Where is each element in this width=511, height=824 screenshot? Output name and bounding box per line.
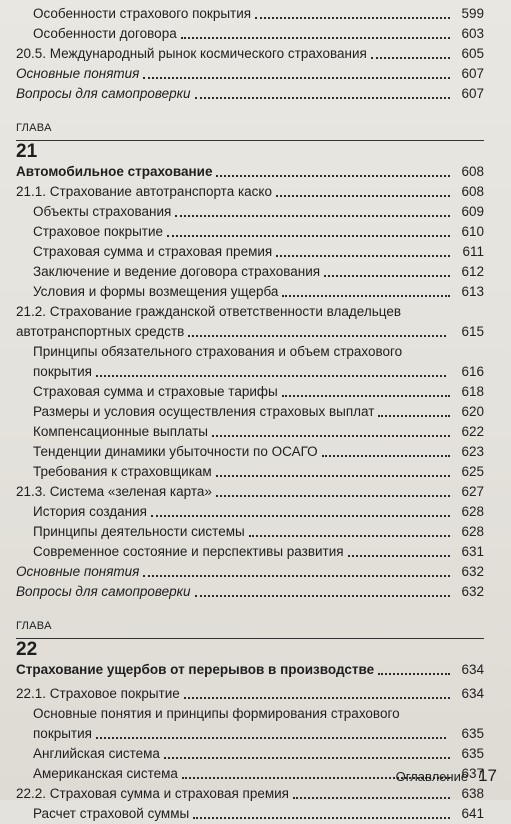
entry-title-line1: Принципы обязательного страхования и объем страхового bbox=[33, 344, 403, 359]
entry-title-line2: покрытия bbox=[33, 364, 92, 379]
entry-title: Особенности договора bbox=[33, 26, 177, 41]
entry-title: Вопросы для самопроверки bbox=[16, 584, 191, 599]
entry-page: 616 bbox=[461, 364, 484, 379]
entry-page: 609 bbox=[461, 204, 484, 219]
entry-title: Тенденции динамики убыточности по ОСАГО bbox=[33, 444, 318, 459]
dot-leader bbox=[175, 215, 450, 217]
entry-title: Компенсационные выплаты bbox=[33, 424, 208, 439]
entry-title: 22.1. Страховое покрытие bbox=[16, 686, 180, 701]
entry-page: 628 bbox=[461, 524, 484, 539]
entry-page: 625 bbox=[461, 464, 484, 479]
entry-title: 21.3. Система «зеленая карта» bbox=[16, 484, 212, 499]
dot-leader bbox=[181, 37, 450, 39]
dot-leader bbox=[188, 335, 446, 337]
dot-leader bbox=[195, 595, 450, 597]
entry-page: 637 bbox=[461, 766, 484, 781]
entry-title: Английская система bbox=[33, 746, 160, 761]
entry-title-line2: автотранспортных средств bbox=[16, 324, 185, 339]
entry-page: 631 bbox=[461, 544, 484, 559]
entry-page: 635 bbox=[461, 746, 484, 761]
toc-section bbox=[16, 784, 484, 804]
dot-leader bbox=[378, 673, 450, 675]
toc-entry bbox=[16, 242, 484, 262]
entry-page: 632 bbox=[461, 584, 484, 599]
dot-leader bbox=[195, 97, 450, 99]
dot-leader bbox=[96, 375, 446, 377]
entry-title-line2: покрытия bbox=[33, 726, 92, 741]
entry-title: Условия и формы возмещения ущерба bbox=[33, 284, 279, 299]
dot-leader bbox=[96, 737, 446, 739]
toc-entry bbox=[16, 422, 484, 442]
entry-title: Страховая сумма и страховые тарифы bbox=[33, 384, 278, 399]
dot-leader bbox=[216, 495, 450, 497]
entry-page: 632 bbox=[461, 564, 484, 579]
dot-leader bbox=[293, 797, 450, 799]
entry-title: История создания bbox=[33, 504, 147, 519]
toc-entry bbox=[16, 44, 484, 64]
toc-entry bbox=[16, 4, 484, 24]
entry-page: 605 bbox=[461, 46, 484, 61]
dot-leader bbox=[216, 475, 450, 477]
dot-leader bbox=[378, 415, 450, 417]
entry-page: 615 bbox=[461, 324, 484, 339]
dot-leader bbox=[184, 697, 450, 699]
entry-page: 608 bbox=[461, 184, 484, 199]
entry-page: 608 bbox=[461, 164, 484, 179]
entry-page: 641 bbox=[461, 806, 484, 821]
chapter-title bbox=[16, 162, 484, 182]
entry-title: Страховое покрытие bbox=[33, 224, 164, 239]
dot-leader bbox=[276, 195, 450, 197]
dot-leader bbox=[167, 235, 450, 237]
entry-title-line1: 21.2. Страхование гражданской ответственности владельцев bbox=[16, 304, 402, 319]
toc-entry bbox=[16, 582, 484, 602]
dot-leader bbox=[255, 17, 450, 19]
entry-title: Вопросы для самопроверки bbox=[16, 86, 191, 101]
entry-title: Страхование ущербов от перерывов в производстве bbox=[16, 662, 375, 677]
entry-page: 607 bbox=[461, 86, 484, 101]
dot-leader bbox=[193, 817, 450, 819]
dot-leader bbox=[348, 555, 450, 557]
toc-entry-wrapped bbox=[16, 704, 484, 744]
entry-page: 623 bbox=[461, 444, 484, 459]
dot-leader bbox=[216, 175, 450, 177]
dot-leader bbox=[164, 757, 450, 759]
entry-title: 22.2. Страховая сумма и страховая премия bbox=[16, 786, 289, 801]
entry-title: Основные понятия bbox=[16, 66, 140, 81]
entry-page: 627 bbox=[461, 484, 484, 499]
entry-title: Страховая сумма и страховая премия bbox=[33, 244, 273, 259]
entry-page: 634 bbox=[461, 686, 484, 701]
toc-section-wrapped bbox=[16, 302, 484, 342]
toc-section bbox=[16, 684, 484, 704]
toc-entry bbox=[16, 402, 484, 422]
toc-entry bbox=[16, 502, 484, 522]
entry-title: Американская система bbox=[33, 766, 178, 781]
toc-content bbox=[16, 4, 484, 824]
entry-title: 21.1. Страхование автотранспорта каско bbox=[16, 184, 272, 199]
entry-page: 635 bbox=[461, 726, 484, 741]
entry-title-line1: Основные понятия и принципы формирования страхового bbox=[33, 706, 400, 721]
dot-leader bbox=[282, 395, 450, 397]
toc-section bbox=[16, 182, 484, 202]
entry-page: 638 bbox=[461, 786, 484, 801]
entry-page: 610 bbox=[461, 224, 484, 239]
dot-leader bbox=[143, 575, 450, 577]
entry-title: 20.5. Международный рынок космического страхования bbox=[16, 46, 367, 61]
entry-page: 599 bbox=[461, 6, 484, 21]
toc-entry bbox=[16, 522, 484, 542]
toc-section bbox=[16, 482, 484, 502]
entry-title: Основные понятия bbox=[16, 564, 140, 579]
entry-page: 620 bbox=[461, 404, 484, 419]
dot-leader bbox=[322, 455, 450, 457]
dot-leader bbox=[371, 57, 450, 59]
entry-page: 603 bbox=[461, 26, 484, 41]
toc-entry bbox=[16, 64, 484, 84]
toc-entry bbox=[16, 262, 484, 282]
entry-title: Современное состояние и перспективы развития bbox=[33, 544, 344, 559]
toc-entry bbox=[16, 562, 484, 582]
toc-entry bbox=[16, 24, 484, 44]
entry-page: 613 bbox=[461, 284, 484, 299]
entry-page: 628 bbox=[461, 504, 484, 519]
entry-page: 607 bbox=[461, 66, 484, 81]
entry-title: Размеры и условия осуществления страховых выплат bbox=[33, 404, 375, 419]
dot-leader bbox=[324, 275, 450, 277]
dot-leader bbox=[276, 255, 450, 257]
entry-title: Расчет страховой суммы bbox=[33, 806, 190, 821]
entry-title: Автомобильное страхование bbox=[16, 164, 213, 179]
toc-entry bbox=[16, 84, 484, 104]
dot-leader bbox=[143, 77, 450, 79]
chapter-number: 22 bbox=[16, 639, 38, 660]
entry-page: 611 bbox=[462, 244, 484, 259]
entry-page: 618 bbox=[461, 384, 484, 399]
footer-label: Оглавление bbox=[395, 769, 469, 784]
entry-title: Объекты страхования bbox=[33, 204, 172, 219]
dot-leader bbox=[212, 435, 450, 437]
entry-title: Требования к страховщикам bbox=[33, 464, 212, 479]
toc-entry-wrapped bbox=[16, 342, 484, 382]
toc-entry bbox=[16, 382, 484, 402]
dot-leader bbox=[282, 295, 450, 297]
toc-entry bbox=[16, 222, 484, 242]
toc-entry bbox=[16, 442, 484, 462]
toc-entry bbox=[16, 744, 484, 764]
toc-entry bbox=[16, 462, 484, 482]
toc-entry bbox=[16, 202, 484, 222]
chapter-number: 21 bbox=[16, 141, 38, 162]
dot-leader bbox=[249, 535, 450, 537]
entry-page: 622 bbox=[461, 424, 484, 439]
chapter-label: ГЛАВА bbox=[16, 620, 52, 632]
page-number: 17 bbox=[478, 766, 497, 785]
entry-title: Особенности страхового покрытия bbox=[33, 6, 252, 21]
toc-entry bbox=[16, 804, 484, 824]
page-footer bbox=[396, 766, 497, 786]
entry-page: 634 bbox=[461, 662, 484, 677]
entry-title: Принципы деятельности системы bbox=[33, 524, 245, 539]
dot-leader bbox=[151, 515, 450, 517]
toc-entry bbox=[16, 542, 484, 562]
entry-title: Заключение и ведение договора страхования bbox=[33, 264, 321, 279]
entry-page: 612 bbox=[461, 264, 484, 279]
chapter-label: ГЛАВА bbox=[16, 122, 52, 134]
chapter-title bbox=[16, 660, 484, 680]
toc-entry bbox=[16, 282, 484, 302]
